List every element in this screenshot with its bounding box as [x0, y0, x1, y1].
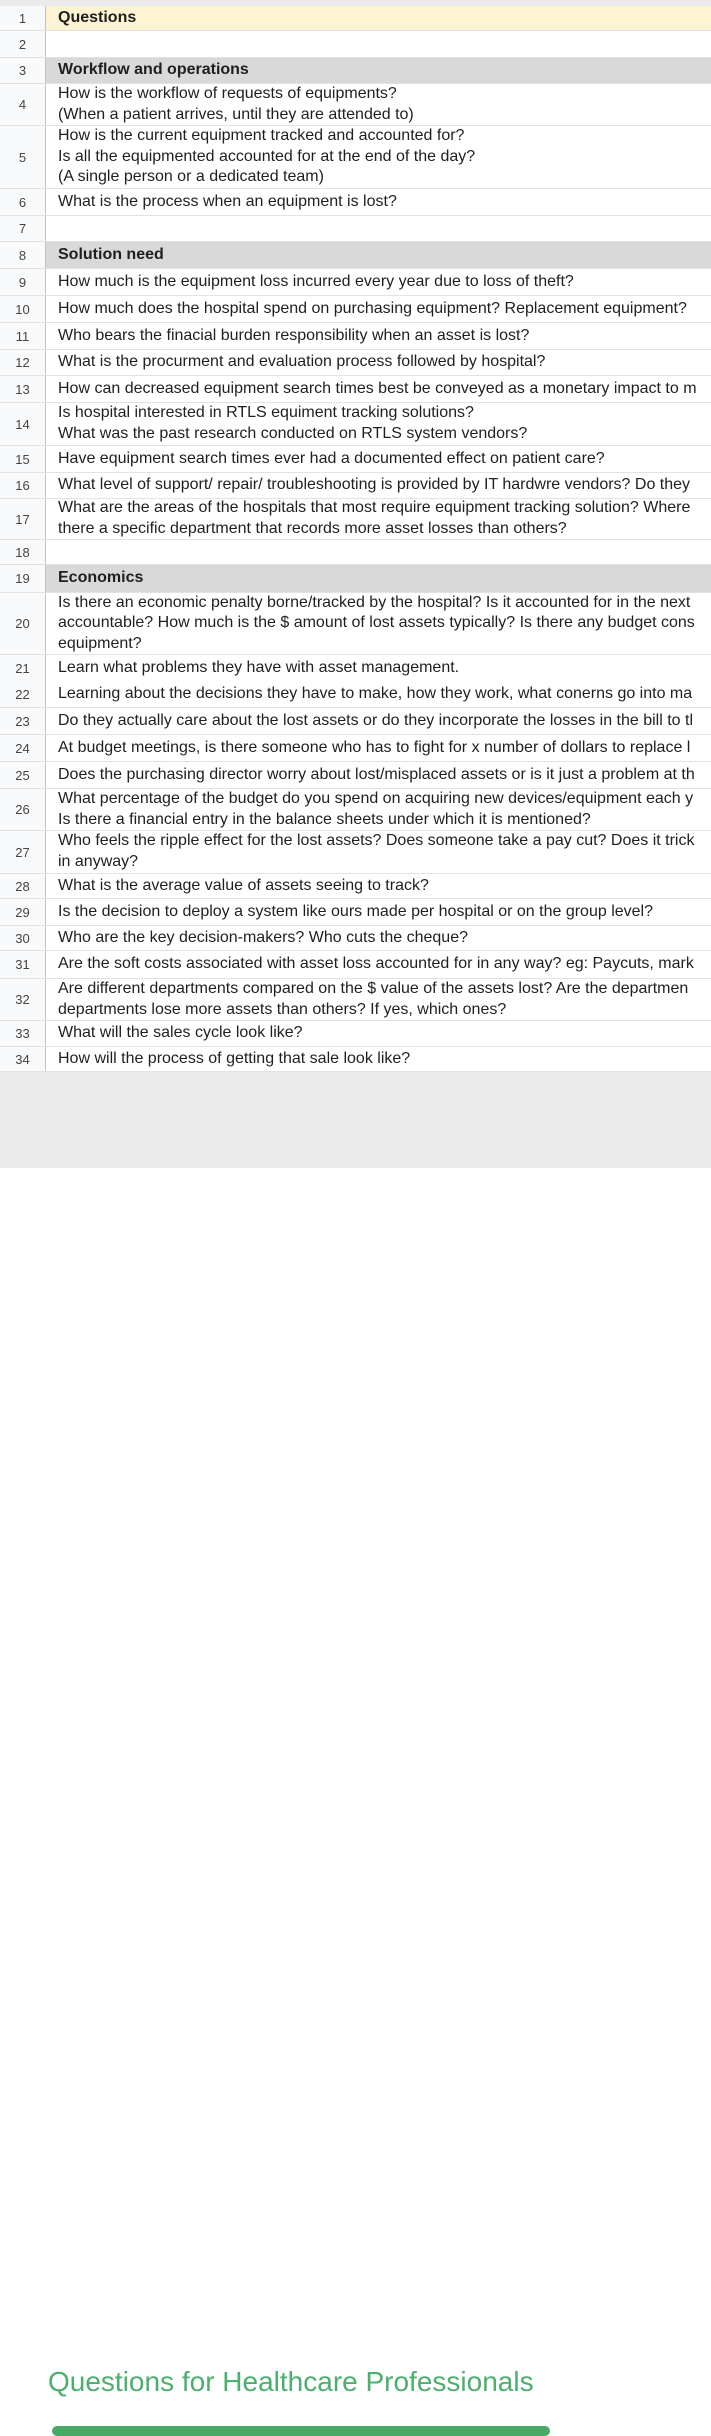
cell-text-line: What will the sales cycle look like?	[58, 1024, 303, 1042]
row-number[interactable]: 29	[0, 899, 46, 925]
cell-text-line: What are the areas of the hospitals that most require equipment tracking solution? Where	[58, 499, 691, 517]
row-number[interactable]: 2	[0, 31, 46, 57]
row-number[interactable]: 33	[0, 1021, 46, 1046]
table-row[interactable]	[0, 874, 711, 899]
cell[interactable]	[46, 979, 711, 1020]
table-row[interactable]	[0, 446, 711, 473]
cell-text-line: departments lose more assets than others? If yes, which ones?	[58, 1000, 507, 1018]
cell[interactable]	[46, 126, 711, 188]
cell-text-line: How can decreased equipment search times best be conveyed as a monetary impact to m	[58, 379, 697, 397]
cell[interactable]	[46, 593, 711, 654]
row-number[interactable]: 34	[0, 1047, 46, 1071]
cell-text-line: How much does the hospital spend on purchasing equipment? Replacement equipment?	[58, 299, 687, 317]
row-number[interactable]: 27	[0, 831, 46, 873]
cell[interactable]	[46, 831, 711, 873]
table-row[interactable]	[0, 540, 711, 565]
cell-text-line: (A single person or a dedicated team)	[58, 168, 324, 186]
cell-text-line: What is the average value of assets seeing to track?	[58, 876, 429, 894]
row-number[interactable]: 6	[0, 189, 46, 215]
cell[interactable]	[46, 1047, 711, 1071]
cell-text-line: How will the process of getting that sale look like?	[58, 1049, 411, 1067]
cell-text-line: Is all the equipmented accounted for at the end of the day?	[58, 147, 476, 165]
table-row[interactable]	[0, 735, 711, 762]
section-header-row[interactable]	[0, 565, 711, 593]
table-row[interactable]	[0, 1047, 711, 1072]
cell[interactable]	[46, 1021, 711, 1046]
table-row[interactable]	[0, 926, 711, 951]
cell-text-line: How is the current equipment tracked and accounted for?	[58, 127, 465, 145]
cell[interactable]	[46, 708, 711, 734]
cell-text-line: Do they actually care about the lost assets or do they incorporate the losses in the bill to tl	[58, 711, 694, 729]
cell[interactable]	[46, 926, 711, 950]
cell[interactable]	[46, 473, 711, 498]
table-row[interactable]	[0, 216, 711, 242]
cell[interactable]	[46, 31, 711, 57]
row-number[interactable]: 1	[0, 6, 46, 30]
cell-text-line: Economics	[58, 569, 144, 587]
table-row[interactable]	[0, 708, 711, 735]
table-row[interactable]	[0, 979, 711, 1021]
row-number[interactable]: 17	[0, 499, 46, 539]
table-row[interactable]	[0, 831, 711, 874]
row-number[interactable]: 8	[0, 242, 46, 268]
table-row[interactable]	[0, 951, 711, 979]
cell[interactable]	[46, 242, 711, 268]
cell[interactable]	[46, 762, 711, 788]
cell-text-line: What is the process when an equipment is lost?	[58, 192, 397, 210]
row-number[interactable]: 22	[0, 682, 46, 707]
cell-text-line: Is there an economic penalty borne/tracked by the hospital? Is it accounted for in the next	[58, 593, 691, 611]
row-number[interactable]: 26	[0, 789, 46, 830]
cell-text-line: How much is the equipment loss incurred every year due to loss of theft?	[58, 272, 574, 290]
row-number[interactable]: 11	[0, 323, 46, 349]
cell-text-line: Who are the key decision-makers? Who cuts the cheque?	[58, 928, 468, 946]
cell-text-line: Solution need	[58, 245, 164, 263]
cell[interactable]	[46, 735, 711, 761]
section-header-row[interactable]	[0, 242, 711, 269]
row-number[interactable]: 31	[0, 951, 46, 978]
cell-text-line: How is the workflow of requests of equipments?	[58, 84, 397, 102]
cell[interactable]	[46, 682, 711, 707]
cell-text-line: in anyway?	[58, 853, 139, 870]
row-number[interactable]: 30	[0, 926, 46, 950]
cell-text-line: accountable? How much is the $ amount of lost assets typically? Is there any budget cons	[58, 614, 695, 632]
row-number[interactable]: 24	[0, 735, 46, 761]
row-number[interactable]: 7	[0, 216, 46, 241]
table-row[interactable]	[0, 189, 711, 216]
spreadsheet	[0, 0, 711, 1168]
table-row[interactable]	[0, 84, 711, 126]
cell-text-line: Learn what problems they have with asset management.	[58, 659, 460, 677]
cell[interactable]	[46, 376, 711, 402]
cell-text-line: Learning about the decisions they have to make, how they work, what conerns go into ma	[58, 685, 693, 703]
row-number[interactable]: 10	[0, 296, 46, 322]
cell-text-line: Is hospital interested in RTLS equiment tracking solutions?	[58, 404, 474, 422]
cell[interactable]	[46, 789, 711, 830]
table-row[interactable]	[0, 269, 711, 296]
header-row[interactable]	[0, 6, 711, 31]
cell-text-line: Are different departments compared on the $ value of the assets lost? Are the departmen	[58, 979, 689, 997]
cell-text-line: Is there a financial entry in the balance sheets under which it is mentioned?	[58, 810, 591, 828]
cell-text-line: What is the procurment and evaluation process followed by hospital?	[58, 353, 546, 371]
row-number[interactable]: 12	[0, 350, 46, 375]
cell[interactable]	[46, 446, 711, 472]
green-button-bar[interactable]	[52, 2426, 550, 2436]
table-row[interactable]	[0, 403, 711, 446]
table-row[interactable]	[0, 31, 711, 58]
cell-text-line: What percentage of the budget do you spend on acquiring new devices/equipment each y	[58, 789, 694, 807]
table-row[interactable]	[0, 323, 711, 350]
cell-text-line: (When a patient arrives, until they are attended to)	[58, 105, 414, 123]
table-row[interactable]	[0, 126, 711, 189]
cell-text-line: Are the soft costs associated with asset loss accounted for in any way? eg: Paycuts, mark	[58, 955, 694, 973]
row-number[interactable]: 15	[0, 446, 46, 472]
cell[interactable]	[46, 84, 711, 125]
cell[interactable]	[46, 403, 711, 445]
cell[interactable]	[46, 350, 711, 375]
section-header-row[interactable]	[0, 58, 711, 84]
row-number[interactable]: 4	[0, 84, 46, 125]
cell-text-line: Who bears the finacial burden responsibility when an asset is lost?	[58, 326, 530, 344]
cell[interactable]	[46, 216, 711, 241]
cell[interactable]	[46, 189, 711, 215]
row-number[interactable]: 23	[0, 708, 46, 734]
cell[interactable]	[46, 269, 711, 295]
cell[interactable]	[46, 499, 711, 539]
cell[interactable]	[46, 951, 711, 978]
cell-text-line: Who feels the ripple effect for the lost assets? Does someone take a pay cut? Does it trick	[58, 832, 695, 850]
cell-text-line: Is the decision to deploy a system like ours made per hospital or on the group level?	[58, 902, 653, 920]
table-row[interactable]	[0, 376, 711, 403]
table-row[interactable]	[0, 593, 711, 655]
cell-text-line: What level of support/ repair/ troubleshooting is provided by IT hardwre vendors? Do they	[58, 476, 691, 494]
table-row[interactable]	[0, 473, 711, 499]
cell-text-line: At budget meetings, is there someone who has to fight for x number of dollars to replace l	[58, 738, 691, 756]
cell[interactable]	[46, 565, 711, 592]
table-row[interactable]	[0, 789, 711, 831]
cell[interactable]	[46, 58, 711, 83]
cell[interactable]	[46, 323, 711, 349]
cell[interactable]	[46, 296, 711, 322]
cell-text-line: equipment?	[58, 634, 142, 652]
table-row[interactable]	[0, 682, 711, 708]
row-number[interactable]: 16	[0, 473, 46, 498]
cell-text-line: Questions	[58, 8, 137, 26]
row-number[interactable]: 21	[0, 655, 46, 682]
cell-text-line: Have equipment search times ever had a documented effect on patient care?	[58, 449, 605, 467]
table-row[interactable]	[0, 899, 711, 926]
row-number[interactable]: 19	[0, 565, 46, 592]
table-row[interactable]	[0, 499, 711, 540]
row-number[interactable]: 25	[0, 762, 46, 788]
table-row[interactable]	[0, 655, 711, 683]
section-heading: Questions for Healthcare Professionals	[48, 2366, 534, 2397]
row-number[interactable]: 9	[0, 269, 46, 295]
cell-text-line: What was the past research conducted on RTLS system vendors?	[58, 425, 528, 442]
table-row[interactable]	[0, 296, 711, 323]
cell[interactable]	[46, 540, 711, 564]
cell[interactable]	[46, 899, 711, 925]
row-number[interactable]: 14	[0, 403, 46, 445]
table-row[interactable]	[0, 762, 711, 789]
row-number[interactable]: 18	[0, 540, 46, 564]
row-number[interactable]: 13	[0, 376, 46, 402]
row-number[interactable]: 28	[0, 874, 46, 898]
row-number[interactable]: 32	[0, 979, 46, 1020]
cell[interactable]	[46, 655, 711, 682]
table-row[interactable]	[0, 1021, 711, 1047]
row-number[interactable]: 3	[0, 58, 46, 83]
table-row[interactable]	[0, 350, 711, 376]
row-number[interactable]: 20	[0, 593, 46, 654]
cell-text-line: Does the purchasing director worry about lost/misplaced assets or is it just a problem at th	[58, 765, 695, 783]
cell-text-line: there a specific department that records more asset losses than others?	[58, 520, 567, 537]
cell[interactable]	[46, 874, 711, 898]
row-number[interactable]: 5	[0, 126, 46, 188]
cell[interactable]	[46, 6, 711, 30]
article-footer	[0, 1168, 711, 2397]
cell-text-line: Workflow and operations	[58, 61, 249, 79]
